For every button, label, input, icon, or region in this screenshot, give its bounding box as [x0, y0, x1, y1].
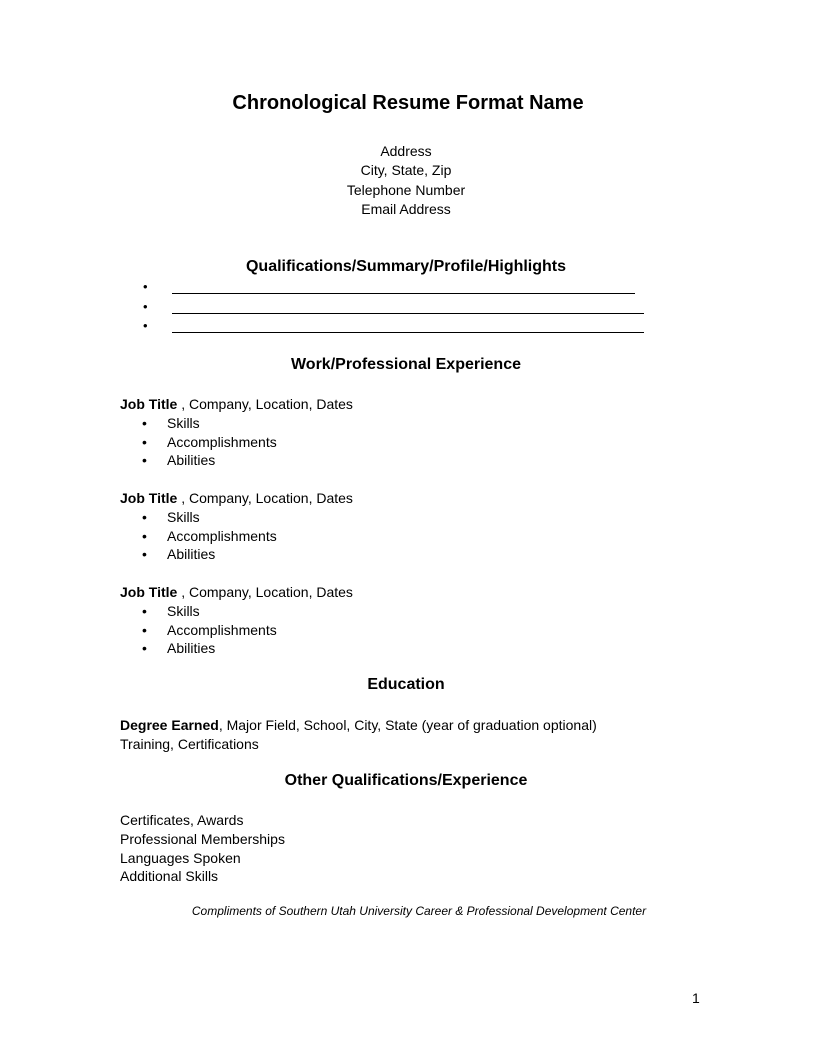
bullet-text: Abilities: [167, 452, 216, 469]
footer-credit: Compliments of Southern Utah University Career & Professional Development Center: [191, 904, 647, 918]
degree-details: , Major Field, School, City, State (year of graduation optional): [218, 717, 597, 733]
page-number: 1: [692, 990, 700, 1006]
list-item: Professional Memberships: [120, 830, 285, 847]
job-line: [120, 395, 353, 414]
degree-line: [120, 716, 597, 735]
job-bullets: [120, 508, 353, 564]
contact-telephone: Telephone Number: [346, 181, 466, 198]
bullet-text: Skills: [167, 414, 200, 431]
fill-in-line: [172, 293, 635, 294]
training-line: Training, Certifications: [120, 735, 259, 752]
qualifications-heading: Qualifications/Summary/Profile/Highlights: [245, 258, 567, 275]
job-title: Job Title: [120, 396, 178, 412]
bullet-dot: •: [142, 527, 147, 544]
bullet-text: Accomplishments: [167, 621, 277, 638]
list-item: Additional Skills: [120, 868, 219, 885]
blank-list-item: [138, 279, 658, 299]
bullet-dot: •: [142, 602, 147, 619]
fill-in-line: [172, 332, 644, 333]
job-details: , Company, Location, Dates: [177, 490, 353, 506]
list-item: [120, 451, 353, 470]
fill-in-line: [172, 313, 644, 314]
list-item: [120, 639, 353, 658]
qualifications-blank-list: [138, 279, 658, 338]
contact-email: Email Address: [361, 200, 451, 217]
job-entry: [120, 395, 353, 470]
bullet-text: Abilities: [167, 640, 216, 657]
bullet-text: Abilities: [167, 546, 216, 563]
job-entry: [120, 489, 353, 564]
blank-list-item: [138, 318, 658, 338]
list-item: Certificates, Awards: [120, 812, 244, 828]
resume-title: Chronological Resume Format Name: [232, 92, 584, 114]
job-details: , Company, Location, Dates: [177, 396, 353, 412]
list-item: [120, 414, 353, 433]
list-item: [120, 527, 353, 546]
bullet-dot: •: [143, 298, 148, 314]
list-item: [120, 602, 353, 621]
job-bullets: [120, 414, 353, 470]
experience-heading: Work/Professional Experience: [290, 356, 521, 373]
other-qualifications-heading: Other Qualifications/Experience: [284, 772, 528, 789]
list-item: [120, 545, 353, 564]
list-item: [120, 508, 353, 527]
bullet-text: Accomplishments: [167, 433, 277, 450]
bullet-dot: •: [142, 508, 147, 525]
education-block: [120, 716, 597, 754]
bullet-dot: •: [143, 318, 148, 333]
other-qualifications-block: [120, 811, 285, 886]
bullet-dot: •: [142, 414, 147, 431]
contact-city-state-zip: City, State, Zip: [360, 162, 452, 179]
bullet-text: Accomplishments: [167, 527, 277, 544]
bullet-text: Skills: [167, 602, 200, 619]
education-heading: Education: [367, 676, 445, 693]
job-line: [120, 583, 353, 602]
list-item: Languages Spoken: [120, 849, 241, 866]
bullet-dot: •: [142, 546, 147, 563]
bullet-dot: •: [143, 279, 148, 294]
job-bullets: [120, 602, 353, 658]
blank-list-item: [138, 299, 658, 319]
bullet-dot: •: [142, 452, 147, 469]
contact-block: [0, 142, 812, 219]
job-title: Job Title: [120, 490, 178, 506]
job-line: [120, 489, 353, 508]
job-details: , Company, Location, Dates: [177, 584, 353, 600]
bullet-dot: •: [142, 640, 147, 657]
job-entry: [120, 583, 353, 658]
list-item: [120, 621, 353, 640]
bullet-dot: •: [142, 433, 147, 450]
degree-label: Degree Earned: [120, 717, 219, 733]
contact-address: Address: [380, 143, 432, 159]
list-item: [120, 433, 353, 452]
job-title: Job Title: [120, 584, 178, 600]
bullet-text: Skills: [167, 508, 200, 525]
bullet-dot: •: [142, 621, 147, 638]
